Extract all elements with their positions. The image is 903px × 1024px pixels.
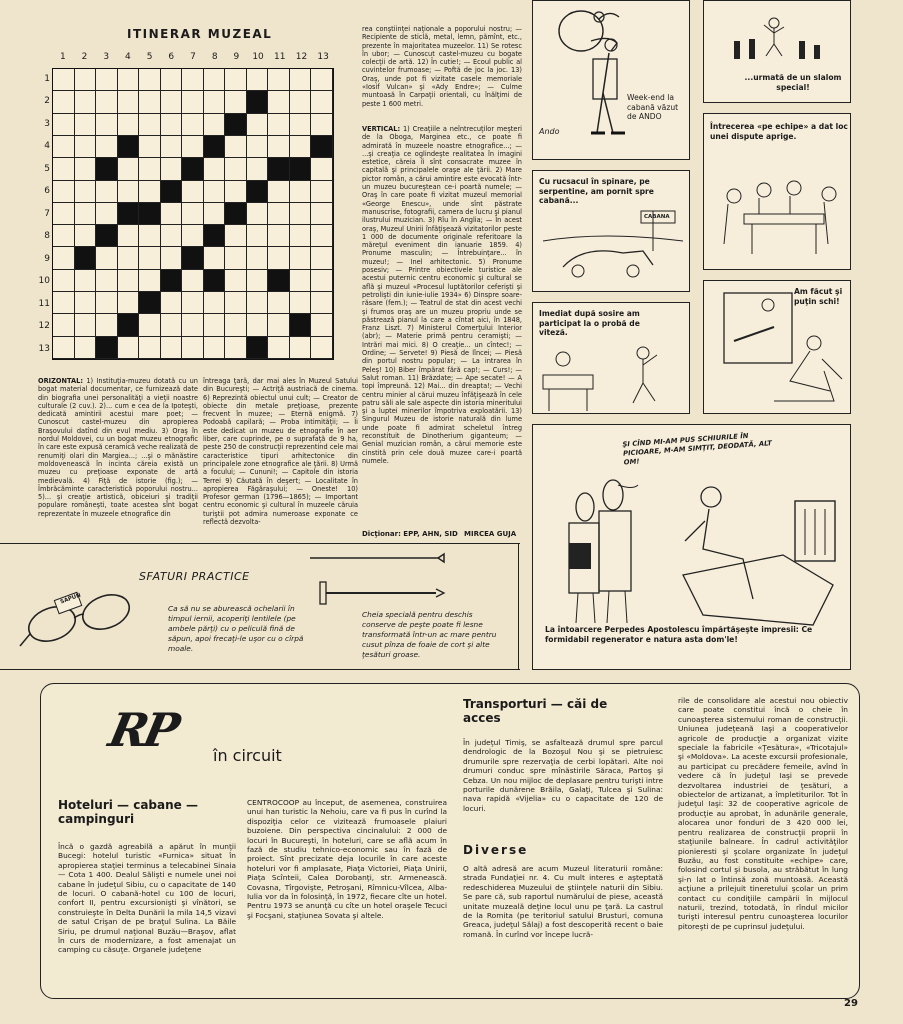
crossword-cell[interactable] xyxy=(247,203,269,225)
crossword-cell[interactable] xyxy=(247,158,269,180)
crossword-cell[interactable] xyxy=(118,225,140,247)
crossword-cell[interactable] xyxy=(161,292,183,314)
glasses-icon xyxy=(18,590,143,654)
crossword-black-cell xyxy=(290,314,312,336)
teams-caption: Întrecerea «pe echipe» a dat loc unei dispute aprige. xyxy=(710,122,848,141)
hotels-title: Hoteluri — cabane — campinguri xyxy=(58,798,198,826)
return-caption: La întoarcere Perpedes Apostolescu împărtăşeşte impresii: Ce formidabil regenerator e natura asta dom'le! xyxy=(545,625,813,644)
crossword-cell[interactable] xyxy=(225,136,247,158)
crossword-cell[interactable] xyxy=(75,225,97,247)
crossword-black-cell xyxy=(247,181,269,203)
crossword-cell[interactable] xyxy=(182,314,204,336)
crossword-black-cell xyxy=(247,337,269,359)
crossword-cell[interactable] xyxy=(182,181,204,203)
crossword-cell[interactable] xyxy=(139,136,161,158)
crossword-cell[interactable] xyxy=(75,181,97,203)
crossword-cell[interactable] xyxy=(96,136,118,158)
vertical-clues xyxy=(362,125,522,465)
crossword-row-number: 6 xyxy=(44,186,50,197)
crossword-row-number: 9 xyxy=(44,253,50,264)
crossword-cell[interactable] xyxy=(53,91,75,113)
crossword-cell[interactable] xyxy=(290,337,312,359)
crossword-cell[interactable] xyxy=(290,136,312,158)
crossword-cell[interactable] xyxy=(53,114,75,136)
crossword-cell[interactable] xyxy=(139,91,161,113)
crossword-cell[interactable] xyxy=(139,114,161,136)
crossword-cell[interactable] xyxy=(161,69,183,91)
crossword-cell[interactable] xyxy=(268,314,290,336)
crossword-cell[interactable] xyxy=(118,337,140,359)
crossword-cell[interactable] xyxy=(53,337,75,359)
crossword-cell[interactable] xyxy=(118,181,140,203)
crossword-col-number: 7 xyxy=(190,52,196,62)
crossword-col-number: 13 xyxy=(317,52,329,62)
crossword-cell[interactable] xyxy=(225,314,247,336)
orizontal-clues-end: rea conştiinţei naţionale a poporului nostru; — Recipiente de sticlă, metal, lemn, pămînt, etc., prezente în majoritatea muzeelor. 11) Se rotesc în ubor; — Cunoscut castel-muzeu cu bogate colecţii de artă. 12) În cutie!; — Ecoul public al cuvintelor frumoase; — Poftă de joc la joc. 13) Oraş, unde pot fi vizitate casele memoriale «Iosif Vulcan» şi «Ady Endre»; — Culme muntoasă în Carpaţii orientali, cu înălţimi de peste 1 600 metri. xyxy=(362,25,522,108)
crossword-cell[interactable] xyxy=(182,270,204,292)
crossword-black-cell xyxy=(290,158,312,180)
crossword-cell[interactable] xyxy=(311,292,333,314)
crossword-cell[interactable] xyxy=(75,314,97,336)
crossword-cell[interactable] xyxy=(139,314,161,336)
crossword-row-number: 13 xyxy=(38,343,50,354)
orizontal-clues xyxy=(38,377,198,518)
crossword-cell[interactable] xyxy=(268,337,290,359)
ando-signature: Ando xyxy=(539,127,560,136)
crossword-cell[interactable] xyxy=(118,69,140,91)
crossword-cell[interactable] xyxy=(75,270,97,292)
crossword-cell[interactable] xyxy=(161,337,183,359)
crossword-black-cell xyxy=(161,270,183,292)
crossword-cell[interactable] xyxy=(53,314,75,336)
crossword-cell[interactable] xyxy=(75,91,97,113)
sfaturi-top-border xyxy=(0,543,520,544)
crossword-black-cell xyxy=(204,136,226,158)
crossword-cell[interactable] xyxy=(204,314,226,336)
crossword-cell[interactable] xyxy=(225,337,247,359)
crossword-cell[interactable] xyxy=(268,91,290,113)
crossword-row-number: 11 xyxy=(38,298,50,309)
crossword-cell[interactable] xyxy=(268,136,290,158)
crossword-cell[interactable] xyxy=(247,136,269,158)
crossword-cell[interactable] xyxy=(139,225,161,247)
rp-logo: RP xyxy=(104,703,181,757)
sfaturi-right-border xyxy=(518,543,519,670)
crossword-cell[interactable] xyxy=(96,69,118,91)
crossword-cell[interactable] xyxy=(182,225,204,247)
crossword-cell[interactable] xyxy=(161,247,183,269)
crossword-cell[interactable] xyxy=(204,91,226,113)
crossword-cell[interactable] xyxy=(96,181,118,203)
centrocoop-text: CENTROCOOP au început, de asemenea, construirea unui han turistic la Nehoiu, care va fi pus în curînd la dispoziţia celor ce vizitează frumoasele plaiuri buzoiene. Din perspectiva cincinalului: 2 000 de locuri în Bucureşti, în hoteluri, care se află acum în fază de studiu tehnico-economic sau în fază de proiect. Sînt precizate deja locurile în care aceste hoteluri vor fi amplasate, Piaţa Victoriei, Piaţa Unirii, Piaţa Scînteii, Calea Dorobanţi, str. Armenească. Covasna, Tîrgovişte, Petroşani, Rîmnicu-Vîlcea, Alba-Iulia vor da în folosinţă, în 1972, fiecare cîte un hotel. Pentru 1973 se anunţă cu cîte un hotel oraşele Tecuci şi Focşani, staţiunea Sovata şi altele. xyxy=(247,798,447,920)
crossword-cell[interactable] xyxy=(182,292,204,314)
crossword-black-cell xyxy=(96,225,118,247)
crossword-col-number: 4 xyxy=(125,52,131,62)
crossword-cell[interactable] xyxy=(139,69,161,91)
crossword-black-cell xyxy=(182,247,204,269)
crossword-cell[interactable] xyxy=(247,225,269,247)
crossword-cell[interactable] xyxy=(225,292,247,314)
crossword-cell[interactable] xyxy=(268,69,290,91)
crossword-col-number: 12 xyxy=(295,52,308,62)
crossword-cell[interactable] xyxy=(290,69,312,91)
crossword-cell[interactable] xyxy=(204,69,226,91)
crossword-cell[interactable] xyxy=(96,270,118,292)
crossword-col-number: 3 xyxy=(103,52,110,62)
crossword-cell[interactable] xyxy=(75,337,97,359)
crossword-cell[interactable] xyxy=(53,69,75,91)
cartoon-rucksack xyxy=(532,170,690,292)
crossword-cell[interactable] xyxy=(268,225,290,247)
crossword-cell[interactable] xyxy=(247,247,269,269)
ski-caption: Am făcut şi puţin schi! xyxy=(794,287,843,306)
orizontal-clues-cont: întreaga ţară, dar mai ales în Muzeul Satului din Bucureşti; — Actriţă austriacă de cinema. 6) Reprezintă obiectul unui cult; — Creator de obiecte din metale preţioase, prezente frecvent în muzee; — Eternă enigmă. 7) Podoabă capilară; — Proba intimităţii; — Îi este dedicat un muzeu de etnografie în aer liber, care cuprinde, pe o suprafaţă de 9 ha, peste 250 de construcţii reprezentind cele mai caracteristice tipuri arhitectonice din principalele zone etnografice ale ţării. 8) Urmă a focului; — Cununi!; — Capitole din istoria Terrei 9) Căutată în deşert; — Localitate în apropierea Făgăraşului; — Oneste! 10) Profesor german (1796—1865); — Important centru economic şi cultural în muzeele căruia turiştii pot admira numeroase exponate ce reflectă dezvolta- xyxy=(203,377,358,527)
crossword-cell[interactable] xyxy=(290,114,312,136)
crossword-cell[interactable] xyxy=(96,114,118,136)
crossword-cell[interactable] xyxy=(53,270,75,292)
sfaturi-title: SFATURI PRACTICE xyxy=(139,570,250,583)
crossword-cell[interactable] xyxy=(225,91,247,113)
crossword-cell[interactable] xyxy=(161,314,183,336)
crossword-row-number: 2 xyxy=(44,96,50,107)
diverse-text: O altă adresă are acum Muzeul literaturii române: strada Fundaţiei nr. 4. Cu mult interes e aşteptată redeschiderea Muzeului de ştiinţele naturii din Sibiu. Se pare că, sub raportul numărului de piese, această unitate muzeală deţine locul unu pe ţară. La castrul de la Romita (pe teritoriul satului Brusturi, comuna Greaca, judeţul Sălaj) a fost descoperită recent o baie romană. În curînd vor începe lucră- xyxy=(463,864,663,939)
crossword-black-cell xyxy=(311,136,333,158)
crossword-cell[interactable] xyxy=(311,158,333,180)
hotels-text: Încă o gazdă agreabilă a apărut în munţii Bucegi: hotelul turistic «Furnica» situat în apropierea staţiei terminus a telecabinei Sinaia — Cota 1 400. Dealul Sălişti e numele unei noi cabane în judeţul Sibiu, cu o capacitate de 140 de locuri. O cabană-hotel cu 100 de locuri, confort II, pentru excursionişti şi vînători, se construieşte în Delta Dunării la mila 14,5 vizavi de satul Crişan de pe braţul Sulina. La Băile Siriu, pe drumul naţional Buzău—Braşov, aflat în curs de modernizare, a fost amenajat un camping cu căsuţe. Organele judeţene xyxy=(58,842,236,955)
sfaturi-bottom-border xyxy=(0,669,520,670)
crossword-cell[interactable] xyxy=(75,136,97,158)
cartoon-speed xyxy=(532,302,690,414)
hiker-drawing xyxy=(533,1,690,160)
crossword-cell[interactable] xyxy=(161,203,183,225)
crossword-cell[interactable] xyxy=(96,292,118,314)
author: MIRCEA GUJA xyxy=(464,530,517,538)
dictionary: Dicţionar: EPP, AHN, SID xyxy=(362,530,458,538)
crossword-black-cell xyxy=(75,247,97,269)
vertical-text: 1) Creaţiile a neîntrecuţilor meşteri de la Oboga, Marginea etc., ce poate fi admirată în muzeele noastre etnografice...; — ...şi creaţia ce oglindeşte realitatea în imagini estetice, căreia îi sînt consacrate muzee în capitală şi principalele oraşe ale ţării. 2) Mare pictor român, a cărui amintire este evocată într-un muzeu bucureştean ce-i poartă numele; — Oraş în care poate fi vizitat muzeul memorial «George Enescu», unde sînt păstrate manuscrise, fotografii, camera de lucru şi pianul ilustrului muzician. 3) Rîu în Anglia; — În acest oraş, Muzeul Unirii înfăţişează vizitatorilor peste 1 000 de documente originale referitoare la măreţul eveniment din ianuarie 1859. 4) Pronume masculin; — Întrebuinţare... în muzeu!; — Inel arhitectonic. 5) Pronume posesiv; — Printre obiectivele turistice ale acestui puternic centru economic şi cultural se află şi muzeul «Procesul luptătorilor ceferişti şi petrolişti din iunie-iulie 1934» 6) Dinspre soare-răsare (fem.); — Teatrul de stat din acest vechi şi frumos oraş are un muzeu propriu unde se păstrează pianul la care a cîntat aici, în 1848, Franz Liszt. 7) Ministerul Comerţului Interior (abr); — Materie primă pentru ceramişti; — Intrări mai mici. 8) O creaţie... un cîntec!; — Ordine; — Servete! 9) Piesă de lîncei; — Piesă din portul nostru popular; — La intrarea în Peleş! 10) Biber împărat fără cap!; — Curs!; — Salut roman. 11) Brăzdate; — Ape secate! — A topi împreună. 12) Mai... din dreapta!; — Vechi centru minier al cărui muzeu înfăţişează în cele patru săli ale sale aspecte din istoria mineritului şi a luptei minerilor împotriva exploatării. 13) Singurul Muzeu de istorie naturală din lume unde poate fi admirat scheletul întreg reconstituit de Dinotherium giganteum; — Genial muzician român, a cărui memorie este cinstită prin cele două muzee care-i poartă numele. xyxy=(362,125,522,465)
crossword-cell[interactable] xyxy=(311,270,333,292)
crossword-cell[interactable] xyxy=(161,136,183,158)
crossword-cell[interactable] xyxy=(225,247,247,269)
tip-glasses: Ca să nu se aburească ochelarii în timpul iernii, acoperiţi lentilele (pe ambele părţi) cu o peliculă fină de săpun, apoi frecaţi-le uşor cu o cîrpă moale. xyxy=(168,604,304,653)
crossword-cell[interactable] xyxy=(161,225,183,247)
crossword-cell[interactable] xyxy=(75,158,97,180)
crossword-cell[interactable] xyxy=(225,69,247,91)
crossword-cell[interactable] xyxy=(118,247,140,269)
crossword-cell[interactable] xyxy=(268,203,290,225)
crossword-cell[interactable] xyxy=(204,337,226,359)
slalom-caption: ...urmată de un slalom special! xyxy=(744,73,842,92)
crossword-cell[interactable] xyxy=(139,158,161,180)
crossword-col-number: 8 xyxy=(211,52,218,62)
crossword-black-cell xyxy=(225,203,247,225)
crossword-black-cell xyxy=(139,203,161,225)
crossword-cell[interactable] xyxy=(161,91,183,113)
crossword-black-cell xyxy=(118,136,140,158)
crossword-black-cell xyxy=(247,91,269,113)
weekend-caption: Week-end la cabană văzut de ANDO xyxy=(627,93,679,121)
crossword-cell[interactable] xyxy=(161,158,183,180)
crossword-cell[interactable] xyxy=(311,247,333,269)
crossword-cell[interactable] xyxy=(311,114,333,136)
crossword-cell[interactable] xyxy=(75,203,97,225)
cooperatives-text: rile de consolidare ale acestui nou obiectiv care poate constitui încă o cheie în cunoaşterea sistemului roman de construcţii. Uniunea judeţeană Iaşi a cooperativelor agricole de producţie a organizat vizite speciale la fabricile «Ţesătura», «Tricotajul» şi «Moldova». La aceste excursii profesionale, au participat cu precădere femeile, avînd în vedere că în judeţul Iaşi se prevede dezvoltarea industriei de ţesături, a obiectelor de artizanat, a împletiturilor. Tot în judeţul Iaşi: 32 de cooperative agricole de producţie au aprobat, în adunările generale, alocarea unor fonduri de 3 420 000 lei, pentru realizarea de construcţii proprii în staţiunile balneare. În cadrul activităţilor pionieresti şi şcolare organizate în judeţul Buzău, au fost constituite «echipe» care, folosind cortul şi busola, au străbătut în lung şi-n lat o întinsă zonă muntoasă. Această acţiune a prilejuit tineretului şcolar un prim contact cu condiţiile campării în mijlocul naturii, trezind, totodată, în rîndul micilor turişti interesul pentru cunoaşterea locurilor pitoreşti de pe cuprinsul judeţului. xyxy=(678,696,848,931)
crossword-cell[interactable] xyxy=(96,314,118,336)
crossword-row-number: 12 xyxy=(38,321,50,332)
crossword-col-number: 2 xyxy=(81,52,88,62)
crossword-cell[interactable] xyxy=(204,292,226,314)
crossword-cell[interactable] xyxy=(182,114,204,136)
crossword-cell[interactable] xyxy=(118,158,140,180)
crossword-black-cell xyxy=(139,292,161,314)
speed-caption: Imediat după sosire am participat la o probă de viteză. xyxy=(539,309,640,337)
crossword-cell[interactable] xyxy=(53,181,75,203)
crossword-cell[interactable] xyxy=(268,181,290,203)
tip-can-key: Cheia specială pentru deschis conserve de peşte poate fi lesne transformată într-un ac mare pentru cusut pînza de foaie de cort şi alte ţesături groase. xyxy=(362,610,497,659)
crossword-cell[interactable] xyxy=(204,247,226,269)
crossword-cell[interactable] xyxy=(311,203,333,225)
transport-text: În judeţul Timiş, se asfaltează drumul spre parcul dendrologic de la Bozoşul Nou şi se pietruiesc drumurile spre rezervaţia de cerbi lopătari. Alte noi drumuri conduc spre mînăstirile Săraca, Partoş şi Cebza. Un nou mijloc de deplasare pentru turişti intre porturile dunărene Brăila, Galaţi, Tulcea şi Sulina: nava rapidă «Vijelia» cu o capacitate de 120 de locuri. xyxy=(463,738,663,813)
crossword-col-number: 11 xyxy=(274,52,286,62)
crossword-black-cell xyxy=(118,314,140,336)
crossword-cell[interactable] xyxy=(204,158,226,180)
crossword-row-number: 4 xyxy=(44,141,50,152)
crossword-black-cell xyxy=(96,337,118,359)
crossword-row-number: 7 xyxy=(44,208,50,219)
crossword-cell[interactable] xyxy=(204,181,226,203)
crossword-cell[interactable] xyxy=(53,136,75,158)
crossword-cell[interactable] xyxy=(53,158,75,180)
crossword-row-number: 1 xyxy=(44,74,50,84)
crossword-cell[interactable] xyxy=(118,292,140,314)
diverse-title: Diverse xyxy=(463,843,529,857)
crossword-cell[interactable] xyxy=(75,114,97,136)
vertical-heading: VERTICAL: xyxy=(362,125,401,133)
can-key-icon xyxy=(300,548,450,610)
transport-title: Transporturi — căi de acces xyxy=(463,697,608,725)
cartoon-return xyxy=(532,424,851,670)
crossword-row-number: 3 xyxy=(44,118,50,129)
rucksack-caption: Cu rucsacul în spinare, pe serpentine, am pornit spre cabană... xyxy=(539,177,654,205)
crossword-cell[interactable] xyxy=(182,91,204,113)
crossword-black-cell xyxy=(96,158,118,180)
crossword-black-cell xyxy=(204,225,226,247)
crossword-cell[interactable] xyxy=(225,181,247,203)
crossword-col-number: 5 xyxy=(146,52,153,62)
crossword-cell[interactable] xyxy=(75,292,97,314)
crossword-cell[interactable] xyxy=(204,203,226,225)
crossword-cell[interactable] xyxy=(53,292,75,314)
crossword-row-number: 10 xyxy=(38,276,50,287)
crossword-cell[interactable] xyxy=(182,69,204,91)
crossword-cell[interactable] xyxy=(182,203,204,225)
crossword-cell[interactable] xyxy=(139,337,161,359)
crossword-black-cell xyxy=(161,181,183,203)
crossword-cell[interactable] xyxy=(75,69,97,91)
crossword-black-cell xyxy=(268,270,290,292)
crossword-cell[interactable] xyxy=(225,270,247,292)
cartoon-weekend xyxy=(532,0,690,160)
crossword-cell[interactable] xyxy=(311,91,333,113)
crossword-cell[interactable] xyxy=(290,203,312,225)
crossword-cell[interactable] xyxy=(247,69,269,91)
crossword-cell[interactable] xyxy=(139,181,161,203)
crossword-cell[interactable] xyxy=(247,292,269,314)
crossword-col-number: 9 xyxy=(233,52,240,62)
crossword-cell[interactable] xyxy=(118,91,140,113)
crossword-cell[interactable] xyxy=(96,247,118,269)
cartoon-ski xyxy=(703,280,851,414)
crossword-col-number: 6 xyxy=(168,52,175,62)
orizontal-heading: ORIZONTAL: xyxy=(38,377,83,385)
crossword-cell[interactable] xyxy=(268,114,290,136)
crossword-cell[interactable] xyxy=(247,314,269,336)
crossword-cell[interactable] xyxy=(96,203,118,225)
crossword-cell[interactable] xyxy=(161,114,183,136)
crossword-black-cell xyxy=(204,270,226,292)
crossword-cell[interactable] xyxy=(247,114,269,136)
crossword-grid xyxy=(52,68,334,360)
speech-bubble: ŞI CÎND MI-AM PUS SCHIURILE ÎN PICIOARE, M-AM SIMŢIT, DEODATĂ, ALT OM! xyxy=(622,431,773,467)
crossword-cell[interactable] xyxy=(268,292,290,314)
crossword-cell[interactable] xyxy=(182,337,204,359)
crossword-cell[interactable] xyxy=(268,247,290,269)
crossword-black-cell xyxy=(225,114,247,136)
crossword-cell[interactable] xyxy=(290,270,312,292)
crossword-black-cell xyxy=(118,203,140,225)
crossword-cell[interactable] xyxy=(311,314,333,336)
crossword-cell[interactable] xyxy=(311,69,333,91)
crossword-cell[interactable] xyxy=(247,270,269,292)
cartoon-slalom xyxy=(703,0,851,103)
crossword-cell[interactable] xyxy=(118,270,140,292)
crossword-cell[interactable] xyxy=(53,225,75,247)
crossword-black-cell xyxy=(182,158,204,180)
crossword-cell[interactable] xyxy=(53,247,75,269)
crossword-cell[interactable] xyxy=(311,225,333,247)
crossword-title: ITINERAR MUZEAL xyxy=(127,27,273,41)
crossword-cell[interactable] xyxy=(290,225,312,247)
crossword-cell[interactable] xyxy=(96,91,118,113)
crossword-cell[interactable] xyxy=(53,203,75,225)
crossword-cell[interactable] xyxy=(290,247,312,269)
cartoon-teams xyxy=(703,113,851,270)
crossword-col-number: 10 xyxy=(252,52,264,62)
crossword-row-number: 5 xyxy=(44,163,50,174)
crossword-cell[interactable] xyxy=(290,91,312,113)
crossword-cell[interactable] xyxy=(204,114,226,136)
crossword-cell[interactable] xyxy=(225,225,247,247)
crossword-cell[interactable] xyxy=(290,181,312,203)
crossword-cell[interactable] xyxy=(182,136,204,158)
page-number: 29 xyxy=(844,998,858,1009)
cabana-sign: CABANA xyxy=(644,214,670,220)
crossword-cell[interactable] xyxy=(139,270,161,292)
crossword-cell[interactable] xyxy=(290,292,312,314)
crossword-cell[interactable] xyxy=(139,247,161,269)
bottles-drawing xyxy=(704,1,851,71)
rp-logo-sub: în circuit xyxy=(213,746,282,765)
crossword-cell[interactable] xyxy=(311,337,333,359)
orizontal-text-1: 1) Instituţia-muzeu dotată cu un bogat material documentar, ce furnizează date din biografia unei personalităţi a vieţii noastre culturale (2 cuv.). 2)... cum e cea de la Ipoteşti, dedicată amintirii acestui mare poet; — Cunoscut castel-muzeu din apropierea Braşovului datînd din evul mediu. 3) Oraş în nordul Moldovei, cu un bogat muzeu etnografic în care este expusă ceramică veche realizată de renumiţi olari din Margiea...; ...şi o mănăstire moldovenească în incinta căreia există un muzeu cu preţioase exponate de artă medievală. 4) Fiţă de istorie (fig.); — Îmbrăcăminte caracteristică poporului nostru... 5)... şi creaţie artistică, obiceiuri şi tradiţii populare româneşti, toate acestea sînt bogat reprezentate în muzeele etnografice din xyxy=(38,377,198,518)
crossword-cell[interactable] xyxy=(311,181,333,203)
crossword-col-number: 1 xyxy=(59,52,66,62)
crossword-cell[interactable] xyxy=(225,158,247,180)
crossword-black-cell xyxy=(268,158,290,180)
crossword-cell[interactable] xyxy=(118,114,140,136)
soap-label: SAPUN xyxy=(59,592,82,606)
crossword-row-number: 8 xyxy=(44,231,50,242)
